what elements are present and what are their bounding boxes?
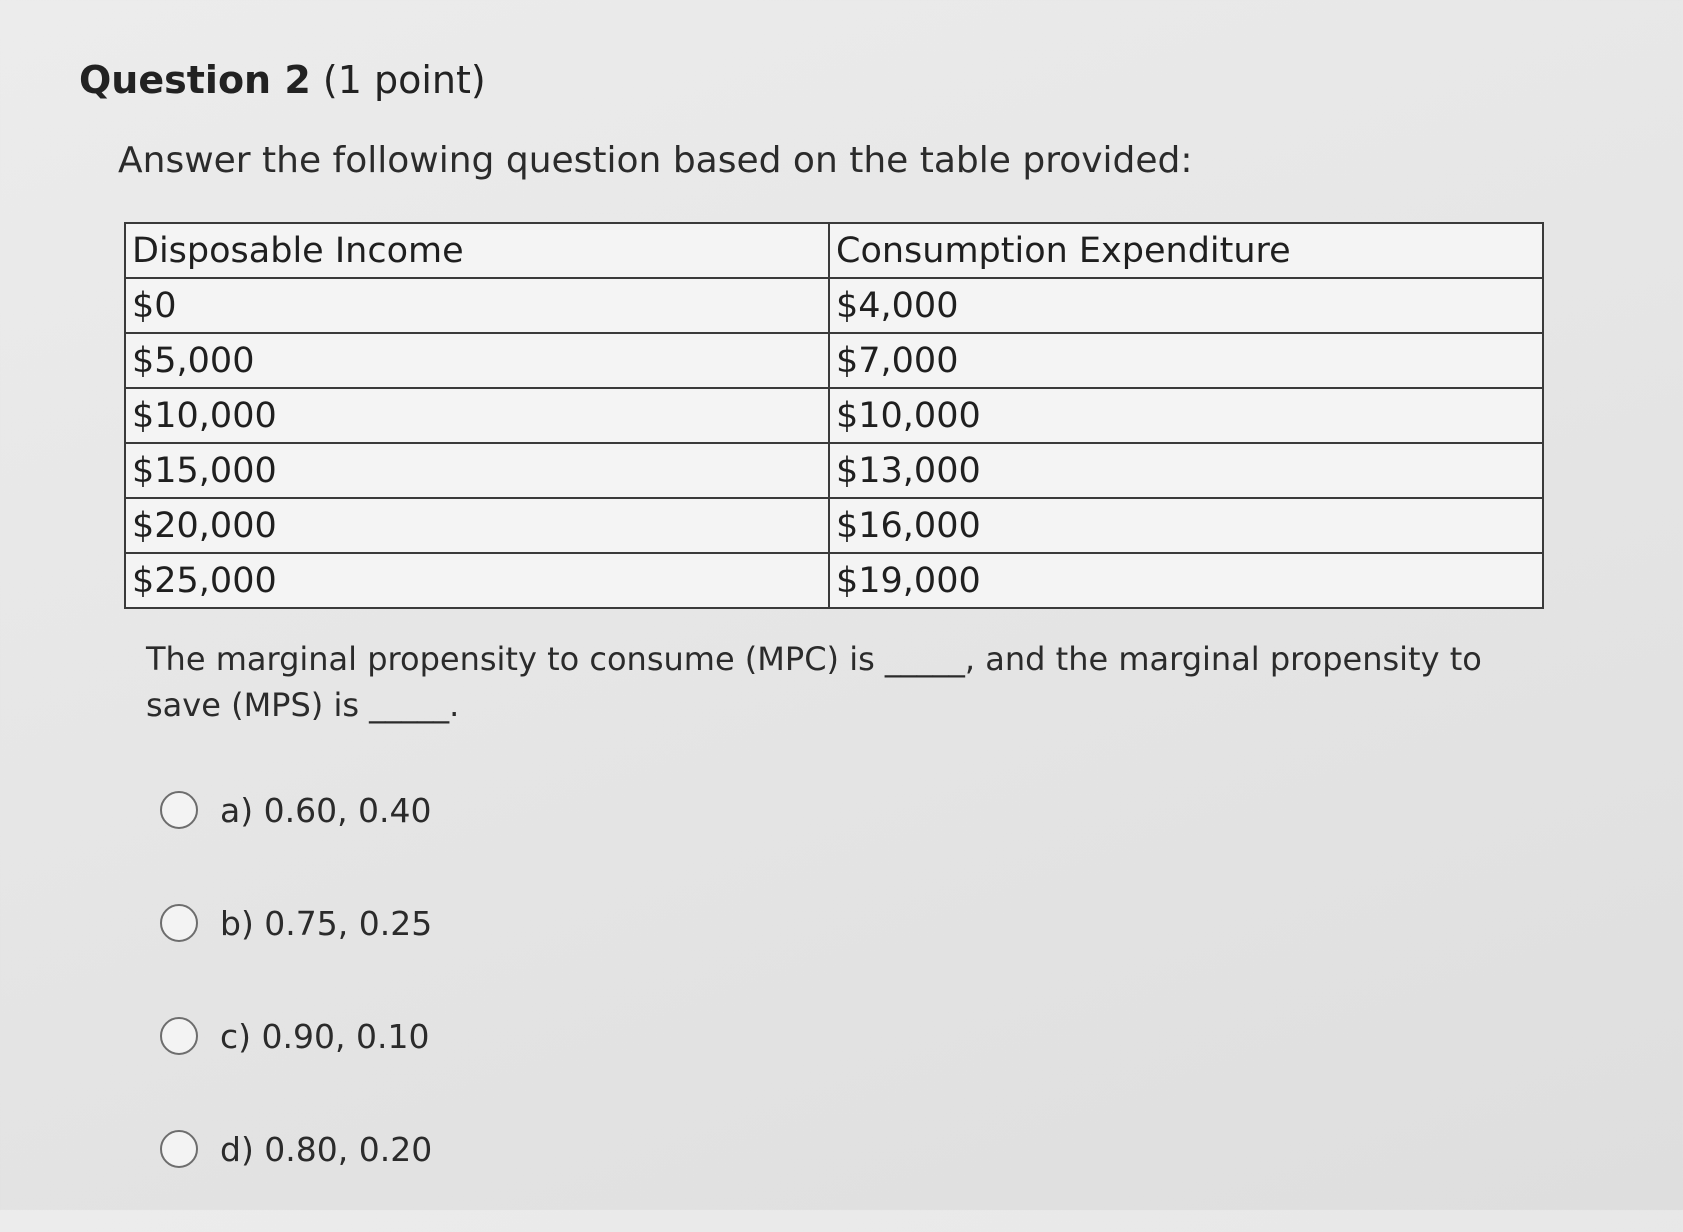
radio-button-icon[interactable] bbox=[160, 791, 198, 829]
radio-button-icon[interactable] bbox=[160, 904, 198, 942]
radio-button-icon[interactable] bbox=[160, 1017, 198, 1055]
table-row bbox=[125, 498, 1543, 553]
table-row bbox=[125, 333, 1543, 388]
question-points: (1 point) bbox=[322, 58, 486, 102]
table-header-row bbox=[125, 223, 1543, 278]
option-label: c) 0.90, 0.10 bbox=[220, 1016, 430, 1056]
option-b[interactable] bbox=[160, 893, 432, 953]
option-label: d) 0.80, 0.20 bbox=[220, 1129, 433, 1169]
consumption-cell: $7,000 bbox=[829, 333, 1543, 388]
question-title bbox=[79, 58, 486, 102]
income-cell: $15,000 bbox=[125, 443, 829, 498]
option-c[interactable] bbox=[160, 1006, 432, 1066]
header-disposable-income: Disposable Income bbox=[125, 223, 829, 278]
income-cell: $0 bbox=[125, 278, 829, 333]
option-label: b) 0.75, 0.25 bbox=[220, 903, 433, 943]
consumption-cell: $10,000 bbox=[829, 388, 1543, 443]
income-consumption-table bbox=[124, 222, 1544, 609]
income-cell: $5,000 bbox=[125, 333, 829, 388]
table-row bbox=[125, 443, 1543, 498]
table-row bbox=[125, 553, 1543, 608]
consumption-cell: $19,000 bbox=[829, 553, 1543, 608]
income-cell: $20,000 bbox=[125, 498, 829, 553]
question-prompt: Answer the following question based on the table provided: bbox=[118, 140, 1193, 181]
income-cell: $10,000 bbox=[125, 388, 829, 443]
header-consumption-expenditure: Consumption Expenditure bbox=[829, 223, 1543, 278]
table-row bbox=[125, 388, 1543, 443]
option-d[interactable] bbox=[160, 1119, 432, 1179]
income-cell: $25,000 bbox=[125, 553, 829, 608]
option-label: a) 0.60, 0.40 bbox=[220, 790, 432, 830]
question-label: Question 2 bbox=[79, 58, 311, 102]
answer-options bbox=[160, 780, 432, 1232]
consumption-cell: $13,000 bbox=[829, 443, 1543, 498]
radio-button-icon[interactable] bbox=[160, 1130, 198, 1168]
consumption-cell: $16,000 bbox=[829, 498, 1543, 553]
question-text: The marginal propensity to consume (MPC) is _____, and the marginal propensity to save (MPS) is _____. bbox=[146, 640, 1482, 724]
table-row bbox=[125, 278, 1543, 333]
option-a[interactable] bbox=[160, 780, 432, 840]
consumption-cell: $4,000 bbox=[829, 278, 1543, 333]
